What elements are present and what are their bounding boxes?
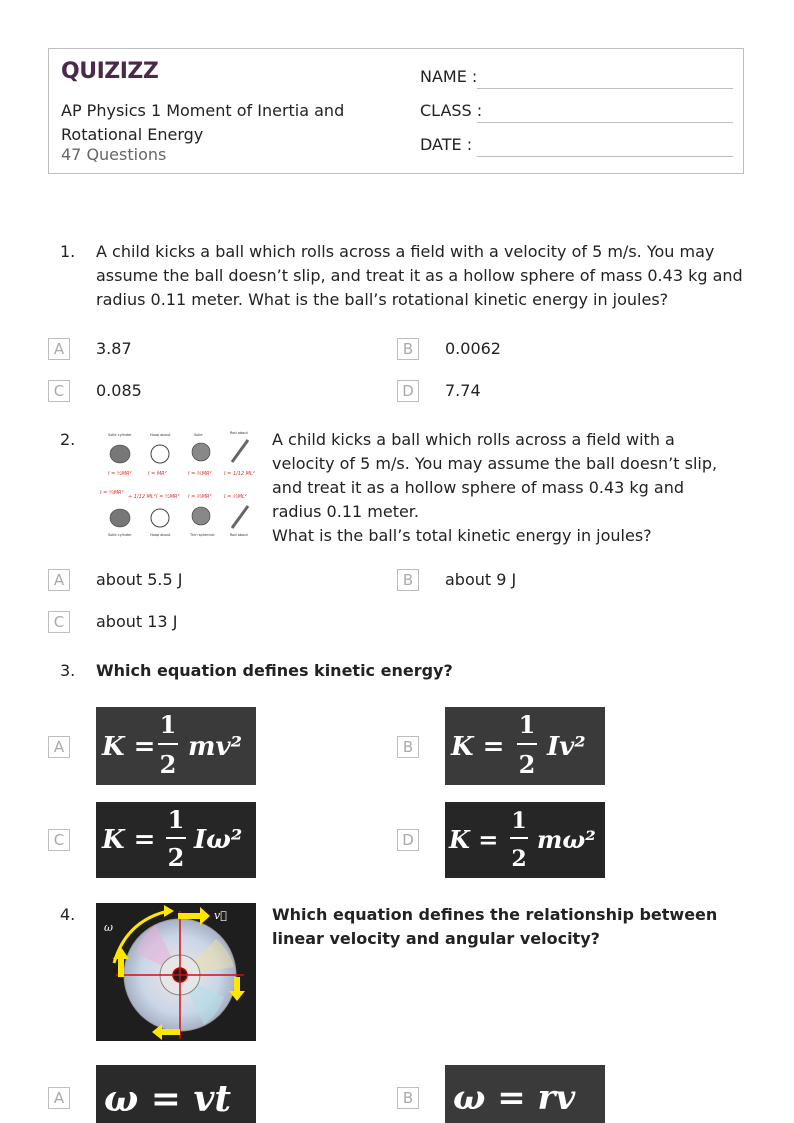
svg-text:I = ⅔MR²: I = ⅔MR² bbox=[188, 494, 212, 500]
q4-option-a-letter[interactable]: A bbox=[48, 1087, 70, 1109]
question-count: 47 Questions bbox=[61, 145, 167, 164]
q1-option-d-letter[interactable]: D bbox=[397, 380, 419, 402]
q3b-rhs: Iv² bbox=[547, 732, 586, 762]
question-2-text bbox=[272, 428, 732, 548]
q3-option-b-equation bbox=[445, 707, 605, 785]
svg-text:I = ½MR²: I = ½MR² bbox=[156, 494, 180, 500]
q1-option-a-text: 3.87 bbox=[96, 339, 132, 358]
q3-option-c-letter[interactable]: C bbox=[48, 829, 70, 851]
question-4-number: 4. bbox=[60, 905, 76, 924]
question-4-text: Which equation defines the relationship between linear velocity and angular velocity? bbox=[272, 905, 718, 948]
q3d-lhs: K = bbox=[449, 825, 499, 854]
svg-text:Hoop about: Hoop about bbox=[150, 433, 171, 437]
question-2-text-line-2: What is the ball’s total kinetic energy in joules? bbox=[272, 526, 652, 545]
q4-option-b-letter[interactable]: B bbox=[397, 1087, 419, 1109]
svg-text:+ 1/12 ML²: + 1/12 ML² bbox=[128, 494, 156, 500]
q3b-lhs: K = bbox=[451, 732, 505, 762]
q3a-rhs: mv² bbox=[188, 732, 243, 762]
class-label: CLASS : bbox=[420, 101, 483, 120]
q3-option-a-letter[interactable]: A bbox=[48, 736, 70, 758]
q2-option-c-text: about 13 J bbox=[96, 612, 178, 631]
question-1-text: A child kicks a ball which rolls across a field with a velocity of 5 m/s. You may assume the ball doesn’t slip, and treat it as a hollow sphere of mass 0.43 kg and radius 0.11 meter. What is the ball’s rotational kinetic energy in joules? bbox=[96, 242, 743, 309]
svg-text:Solid: Solid bbox=[194, 433, 203, 437]
q4-option-b-equation bbox=[445, 1065, 605, 1123]
q3-option-d-letter[interactable]: D bbox=[397, 829, 419, 851]
q3a-num: 1 bbox=[159, 710, 177, 739]
q3c-rhs: Iω² bbox=[194, 825, 243, 855]
q4-option-a-equation bbox=[96, 1065, 256, 1123]
date-line[interactable] bbox=[477, 156, 733, 157]
question-3-text: Which equation defines kinetic energy? bbox=[96, 661, 453, 680]
name-label: NAME : bbox=[420, 67, 478, 86]
q2-option-b-text: about 9 J bbox=[445, 570, 517, 589]
velocity-label: v⃗ bbox=[214, 909, 227, 922]
q3a-den: 2 bbox=[159, 750, 177, 779]
q3-option-b-letter[interactable]: B bbox=[397, 736, 419, 758]
q1-option-c-letter[interactable]: C bbox=[48, 380, 70, 402]
q1-option-b-text: 0.0062 bbox=[445, 339, 501, 358]
svg-text:I = ½MR²: I = ½MR² bbox=[108, 471, 132, 477]
date-label: DATE : bbox=[420, 135, 473, 154]
worksheet-title: AP Physics 1 Moment of Inertia and Rotational Energy bbox=[61, 101, 345, 144]
q2-option-a-letter[interactable]: A bbox=[48, 569, 70, 591]
q3b-den: 2 bbox=[518, 750, 536, 779]
svg-text:I = MR²: I = MR² bbox=[148, 471, 167, 477]
q3d-rhs: mω² bbox=[537, 825, 596, 854]
q2-option-c-letter[interactable]: C bbox=[48, 611, 70, 633]
q4b-eq: ω = rv bbox=[453, 1078, 576, 1118]
omega-label: ω bbox=[104, 921, 113, 934]
svg-text:Rod about: Rod about bbox=[230, 533, 248, 537]
svg-text:Rod about: Rod about bbox=[230, 431, 248, 435]
question-2-text-line-1: A child kicks a ball which rolls across a field with a velocity of 5 m/s. You may assume the ball doesn’t slip, and treat it as a hollow sphere of mass 0.43 kg and radius 0.11 meter. bbox=[272, 430, 718, 521]
question-3-number: 3. bbox=[60, 661, 76, 680]
name-line[interactable] bbox=[477, 88, 733, 89]
q3b-num: 1 bbox=[518, 710, 536, 739]
svg-text:Solid cylinder: Solid cylinder bbox=[108, 533, 132, 537]
moment-of-inertia-diagram bbox=[96, 430, 256, 542]
q3-option-c-equation bbox=[96, 802, 256, 878]
q3c-den: 2 bbox=[167, 843, 185, 872]
class-field[interactable] bbox=[420, 101, 733, 125]
svg-text:Hoop about: Hoop about bbox=[150, 533, 171, 537]
q1-option-b-letter[interactable]: B bbox=[397, 338, 419, 360]
quizizz-logo: QUIZIZZ bbox=[61, 59, 159, 84]
q2-option-b-letter[interactable]: B bbox=[397, 569, 419, 591]
svg-text:Solid cylinder: Solid cylinder bbox=[108, 433, 132, 437]
q3a-lhs: K = bbox=[102, 732, 156, 762]
q4a-eq: ω = vt bbox=[104, 1078, 232, 1120]
name-field[interactable] bbox=[420, 67, 733, 91]
worksheet-header bbox=[48, 48, 744, 174]
q3c-num: 1 bbox=[167, 805, 185, 834]
question-2-number: 2. bbox=[60, 430, 76, 449]
q3-option-a-equation bbox=[96, 707, 256, 785]
q3d-num: 1 bbox=[511, 808, 527, 834]
svg-text:Thin spherical: Thin spherical bbox=[190, 533, 215, 537]
question-1-number: 1. bbox=[60, 242, 76, 261]
svg-text:I = ⅖MR²: I = ⅖MR² bbox=[188, 471, 212, 477]
q1-option-a-letter[interactable]: A bbox=[48, 338, 70, 360]
date-field[interactable] bbox=[420, 135, 733, 159]
q3d-den: 2 bbox=[511, 846, 527, 872]
q3-option-d-equation bbox=[445, 802, 605, 878]
q3c-lhs: K = bbox=[102, 825, 156, 855]
svg-text:I = ⅓ML²: I = ⅓ML² bbox=[224, 494, 247, 500]
svg-text:I = 1/12 ML²: I = 1/12 ML² bbox=[224, 471, 255, 477]
q1-option-c-text: 0.085 bbox=[96, 381, 142, 400]
class-line[interactable] bbox=[477, 122, 733, 123]
rotating-disc-image bbox=[96, 903, 256, 1041]
svg-text:I = ¼MR²: I = ¼MR² bbox=[100, 490, 124, 496]
q1-option-d-text: 7.74 bbox=[445, 381, 481, 400]
q2-option-a-text: about 5.5 J bbox=[96, 570, 183, 589]
